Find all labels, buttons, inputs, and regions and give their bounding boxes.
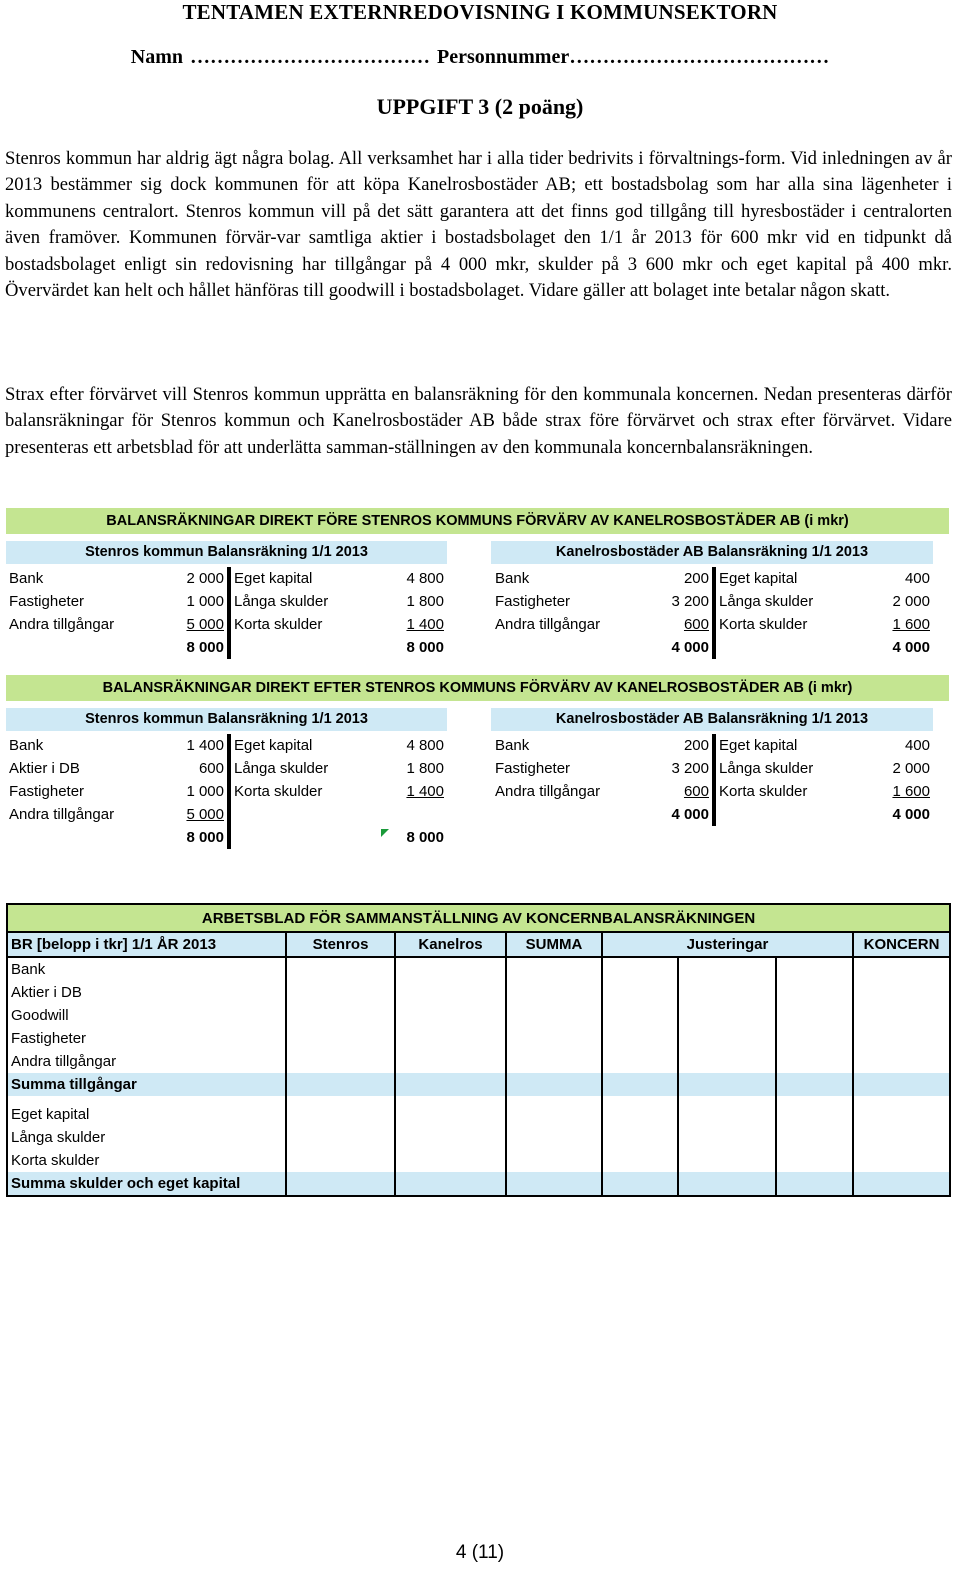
worksheet-row-label: Långa skulder bbox=[11, 1129, 106, 1146]
asset-value: 1 400 bbox=[136, 734, 229, 757]
worksheet-total-row bbox=[7, 1073, 950, 1096]
document-title: TENTAMEN EXTERNREDOVISNING I KOMMUNSEKTORN bbox=[182, 0, 778, 24]
worksheet-title: ARBETSBLAD FÖR SAMMANSTÄLLNING AV KONCERNBALANSRÄKNINGEN bbox=[7, 904, 950, 932]
worksheet-input-cell[interactable] bbox=[395, 1073, 506, 1096]
worksheet-input-cell[interactable] bbox=[678, 1103, 776, 1126]
worksheet-input-cell[interactable] bbox=[602, 1050, 678, 1073]
worksheet-input-cell[interactable] bbox=[853, 981, 950, 1004]
asset-value: 1 000 bbox=[136, 780, 229, 803]
worksheet-input-cell[interactable] bbox=[853, 1073, 950, 1096]
asset-value: 600 bbox=[622, 613, 714, 636]
worksheet-input-cell[interactable] bbox=[602, 1027, 678, 1050]
worksheet-input-cell[interactable] bbox=[853, 1172, 950, 1196]
liability-label: Eget kapital bbox=[234, 570, 313, 587]
asset-value: 200 bbox=[622, 567, 714, 590]
after-acquisition-title: BALANSRÄKNINGAR DIREKT EFTER STENROS KOMMUNS FÖRVÄRV AV KANELROSBOSTÄDER AB (i mkr) bbox=[6, 675, 949, 701]
worksheet-input-cell[interactable] bbox=[602, 1172, 678, 1196]
asset-label: Fastigheter bbox=[495, 593, 571, 610]
worksheet-input-cell[interactable] bbox=[776, 981, 853, 1004]
worksheet-row bbox=[7, 1004, 950, 1027]
worksheet-row-label: Andra tillgångar bbox=[11, 1053, 117, 1070]
worksheet-input-cell[interactable] bbox=[853, 1050, 950, 1073]
worksheet-input-cell[interactable] bbox=[395, 981, 506, 1004]
liability-value: 2 000 bbox=[892, 593, 930, 610]
liability-label: Eget kapital bbox=[719, 737, 798, 754]
worksheet-input-cell[interactable] bbox=[395, 1149, 506, 1172]
worksheet-input-cell[interactable] bbox=[776, 1126, 853, 1149]
worksheet-input-cell[interactable] bbox=[506, 981, 602, 1004]
asset-value: 5 000 bbox=[136, 803, 229, 826]
name-and-id-line: Namn ……………………………… Personnummer………………………………… bbox=[130, 46, 830, 68]
worksheet-row-label: Goodwill bbox=[11, 1007, 69, 1024]
worksheet-row-label: Korta skulder bbox=[11, 1152, 100, 1169]
worksheet-row bbox=[7, 981, 950, 1004]
asset-label: Andra tillgångar bbox=[9, 616, 115, 633]
worksheet-input-cell[interactable] bbox=[853, 1149, 950, 1172]
asset-label: Fastigheter bbox=[9, 593, 85, 610]
worksheet-input-cell[interactable] bbox=[776, 1103, 853, 1126]
liability-value bbox=[393, 803, 447, 826]
liability-label: Långa skulder bbox=[234, 760, 329, 777]
worksheet-input-cell[interactable] bbox=[602, 1073, 678, 1096]
liability-label: Korta skulder bbox=[719, 783, 808, 800]
liability-value: 4 800 bbox=[406, 737, 444, 754]
worksheet-spacer-cell bbox=[602, 1096, 678, 1103]
after-kanelros-heading: Kanelrosbostäder AB Balansräkning 1/1 2013 bbox=[491, 708, 933, 731]
worksheet-row-label: Summa skulder och eget kapital bbox=[7, 1172, 286, 1196]
worksheet-input-cell[interactable] bbox=[395, 1126, 506, 1149]
balance-row bbox=[492, 590, 933, 613]
liability-value: 4 800 bbox=[406, 570, 444, 587]
total-assets: 8 000 bbox=[136, 826, 229, 849]
after-stenros-heading: Stenros kommun Balansräkning 1/1 2013 bbox=[6, 708, 447, 731]
worksheet-row-label: Eget kapital bbox=[11, 1106, 90, 1123]
liability-value: 1 400 bbox=[406, 783, 444, 800]
worksheet-input-cell[interactable] bbox=[678, 1027, 776, 1050]
liability-value: 1 600 bbox=[892, 616, 930, 633]
worksheet-spacer-cell bbox=[853, 1096, 950, 1103]
asset-value: 2 000 bbox=[136, 567, 229, 590]
liability-value: 1 800 bbox=[406, 760, 444, 777]
liability-value: 2 000 bbox=[892, 760, 930, 777]
worksheet-input-cell[interactable] bbox=[776, 957, 853, 981]
worksheet-input-cell[interactable] bbox=[286, 1027, 395, 1050]
worksheet-input-cell[interactable] bbox=[395, 1027, 506, 1050]
worksheet-input-cell[interactable] bbox=[286, 1004, 395, 1027]
worksheet-input-cell[interactable] bbox=[678, 1172, 776, 1196]
asset-label: Bank bbox=[495, 737, 530, 754]
worksheet-input-cell[interactable] bbox=[678, 981, 776, 1004]
worksheet-input-cell[interactable] bbox=[678, 957, 776, 981]
balance-row bbox=[492, 567, 933, 590]
blank-cell bbox=[714, 636, 873, 659]
liability-label: Långa skulder bbox=[719, 760, 814, 777]
asset-label: Aktier i DB bbox=[9, 760, 80, 777]
worksheet-input-cell[interactable] bbox=[853, 1126, 950, 1149]
liability-label: Långa skulder bbox=[234, 593, 329, 610]
asset-label: Bank bbox=[495, 570, 530, 587]
worksheet-input-cell[interactable] bbox=[395, 1050, 506, 1073]
balance-total-row bbox=[492, 636, 933, 659]
worksheet-input-cell[interactable] bbox=[678, 1126, 776, 1149]
worksheet-spacer-cell bbox=[395, 1096, 506, 1103]
total-liabilities: 4 000 bbox=[892, 806, 930, 823]
worksheet-row-label: Bank bbox=[11, 961, 46, 978]
worksheet-input-cell[interactable] bbox=[602, 1149, 678, 1172]
asset-value: 3 200 bbox=[622, 757, 714, 780]
worksheet-input-cell[interactable] bbox=[286, 1073, 395, 1096]
liability-label: Långa skulder bbox=[719, 593, 814, 610]
balance-row bbox=[6, 567, 447, 590]
worksheet-input-cell[interactable] bbox=[776, 1172, 853, 1196]
balance-row bbox=[6, 757, 447, 780]
worksheet-input-cell[interactable] bbox=[602, 957, 678, 981]
worksheet-row bbox=[7, 1027, 950, 1050]
blank-cell bbox=[6, 636, 136, 659]
balance-row bbox=[6, 590, 447, 613]
worksheet-column-header: Kanelros bbox=[395, 932, 506, 957]
worksheet-input-cell[interactable] bbox=[776, 1004, 853, 1027]
worksheet-input-cell[interactable] bbox=[506, 1126, 602, 1149]
worksheet-row bbox=[7, 1149, 950, 1172]
total-assets: 4 000 bbox=[622, 803, 714, 826]
worksheet-input-cell[interactable] bbox=[776, 1050, 853, 1073]
page-number: 4 (11) bbox=[455, 1542, 505, 1563]
worksheet-input-cell[interactable] bbox=[506, 1149, 602, 1172]
worksheet-spacer-cell bbox=[506, 1096, 602, 1103]
liability-value: 1 800 bbox=[406, 593, 444, 610]
blank-cell bbox=[492, 803, 622, 826]
worksheet-row-label: Summa tillgångar bbox=[7, 1073, 286, 1096]
total-liabilities: 8 000 bbox=[406, 639, 444, 656]
worksheet-input-cell[interactable] bbox=[286, 1126, 395, 1149]
asset-label: Fastigheter bbox=[9, 783, 85, 800]
worksheet-input-cell[interactable] bbox=[395, 1103, 506, 1126]
worksheet-row-label: Fastigheter bbox=[11, 1030, 87, 1047]
liability-label bbox=[229, 803, 393, 826]
balance-row bbox=[6, 803, 447, 826]
before-acquisition-title: BALANSRÄKNINGAR DIREKT FÖRE STENROS KOMMUNS FÖRVÄRV AV KANELROSBOSTÄDER AB (i mkr) bbox=[6, 508, 949, 534]
worksheet-input-cell[interactable] bbox=[853, 1027, 950, 1050]
worksheet-input-cell[interactable] bbox=[602, 1103, 678, 1126]
balance-row bbox=[492, 780, 933, 803]
worksheet-header-row bbox=[7, 932, 950, 957]
worksheet-input-cell[interactable] bbox=[678, 1050, 776, 1073]
asset-label: Andra tillgångar bbox=[495, 616, 601, 633]
worksheet-input-cell[interactable] bbox=[853, 1103, 950, 1126]
worksheet-input-cell[interactable] bbox=[506, 1050, 602, 1073]
worksheet-input-cell[interactable] bbox=[776, 1149, 853, 1172]
worksheet-input-cell[interactable] bbox=[286, 1103, 395, 1126]
consolidation-worksheet bbox=[6, 903, 951, 1197]
balance-total-row bbox=[6, 636, 447, 659]
worksheet-input-cell[interactable] bbox=[286, 981, 395, 1004]
worksheet-column-header: Justeringar bbox=[602, 932, 853, 957]
assignment-title: UPPGIFT 3 (2 poäng) bbox=[376, 94, 584, 119]
worksheet-row bbox=[7, 1103, 950, 1126]
liability-label: Korta skulder bbox=[719, 616, 808, 633]
worksheet-input-cell[interactable] bbox=[506, 1027, 602, 1050]
worksheet-input-cell[interactable] bbox=[395, 1004, 506, 1027]
instruction-paragraph: Strax efter förvärvet vill Stenros kommun upprätta en balansräkning för den kommunala koncernen. Nedan presenteras därför balansräkningar för Stenros kommun och Kanelrosbostäder AB både strax före förvärvet och strax efter förvärvet. Vidare presenteras ett arbetsblad för att underlätta samman-ställningen av den kommunala koncernbalansräkningen. bbox=[5, 384, 952, 458]
worksheet-input-cell[interactable] bbox=[678, 1149, 776, 1172]
worksheet-input-cell[interactable] bbox=[506, 1073, 602, 1096]
worksheet-input-cell[interactable] bbox=[286, 1172, 395, 1196]
worksheet-row bbox=[7, 957, 950, 981]
before-stenros-heading: Stenros kommun Balansräkning 1/1 2013 bbox=[6, 541, 447, 564]
worksheet-input-cell[interactable] bbox=[776, 1073, 853, 1096]
worksheet-input-cell[interactable] bbox=[602, 1126, 678, 1149]
asset-value: 600 bbox=[622, 780, 714, 803]
blank-cell bbox=[6, 826, 136, 849]
total-liabilities: 4 000 bbox=[892, 639, 930, 656]
balance-row bbox=[492, 734, 933, 757]
worksheet-input-cell[interactable] bbox=[602, 981, 678, 1004]
worksheet-spacer-cell bbox=[776, 1096, 853, 1103]
worksheet-spacer-cell bbox=[7, 1096, 286, 1103]
asset-value: 1 000 bbox=[136, 590, 229, 613]
worksheet-input-cell[interactable] bbox=[853, 1004, 950, 1027]
asset-value: 5 000 bbox=[136, 613, 229, 636]
worksheet-input-cell[interactable] bbox=[602, 1004, 678, 1027]
cell-comment-marker bbox=[381, 829, 389, 837]
liability-label: Eget kapital bbox=[719, 570, 798, 587]
worksheet-column-header: Stenros bbox=[286, 932, 395, 957]
asset-value: 200 bbox=[622, 734, 714, 757]
worksheet-input-cell[interactable] bbox=[776, 1027, 853, 1050]
asset-label: Bank bbox=[9, 570, 44, 587]
worksheet-input-cell[interactable] bbox=[678, 1004, 776, 1027]
balance-row bbox=[6, 613, 447, 636]
before-kanelros-heading: Kanelrosbostäder AB Balansräkning 1/1 2013 bbox=[491, 541, 933, 564]
worksheet-row-label: Aktier i DB bbox=[11, 984, 82, 1001]
worksheet-column-header: SUMMA bbox=[506, 932, 602, 957]
balance-row bbox=[6, 780, 447, 803]
worksheet-input-cell[interactable] bbox=[286, 1050, 395, 1073]
asset-value: 3 200 bbox=[622, 590, 714, 613]
liability-value: 400 bbox=[904, 570, 930, 587]
worksheet-input-cell[interactable] bbox=[506, 957, 602, 981]
after-kanelros-balance-sheet bbox=[492, 734, 933, 826]
blank-cell bbox=[492, 636, 622, 659]
asset-value: 600 bbox=[136, 757, 229, 780]
balance-row bbox=[492, 613, 933, 636]
asset-label: Fastigheter bbox=[495, 760, 571, 777]
asset-label: Bank bbox=[9, 737, 44, 754]
before-kanelros-balance-sheet bbox=[492, 567, 933, 659]
worksheet-input-cell[interactable] bbox=[678, 1073, 776, 1096]
worksheet-input-cell[interactable] bbox=[853, 957, 950, 981]
balance-row bbox=[492, 757, 933, 780]
balance-total-row bbox=[492, 803, 933, 826]
worksheet-input-cell[interactable] bbox=[395, 1172, 506, 1196]
before-stenros-balance-sheet bbox=[6, 567, 447, 659]
worksheet-spacer-row bbox=[7, 1096, 950, 1103]
liability-label: Eget kapital bbox=[234, 737, 313, 754]
intro-paragraph: Stenros kommun har aldrig ägt några bolag. All verksamhet har i alla tider bedrivits i förvaltnings-form. Vid inledningen av år 2013 bestämmer sig dock kommunen för att köpa Kanelrosbostäder AB; ett bostadsbolag som har alla sina lägenheter i kommunens centralort. Stenros kommun vill på det sätt garantera att det finns god tillgång till hyresbostäder i centralorten även framöver. Kommunen förvär-var samtliga aktier i bostadsbolaget den 1/1 år 2013 för 600 mkr vid en tidpunkt då bostadsbolaget enligt sin redovisning har tillgångar på 4 000 mkr, skulder på 3 600 mkr och eget kapital på 400 mkr. Övervärdet kan helt och hållet hänföras till goodwill i bostadsbolaget. Vidare gäller att bolaget inte betalar någon skatt. bbox=[5, 148, 952, 302]
worksheet-spacer-cell bbox=[678, 1096, 776, 1103]
liability-value: 1 600 bbox=[892, 783, 930, 800]
worksheet-input-cell[interactable] bbox=[395, 957, 506, 981]
worksheet-input-cell[interactable] bbox=[286, 957, 395, 981]
total-assets: 8 000 bbox=[136, 636, 229, 659]
liability-label: Korta skulder bbox=[234, 616, 323, 633]
worksheet-column-header: BR [belopp i tkr] 1/1 ÅR 2013 bbox=[7, 932, 286, 957]
worksheet-spacer-cell bbox=[286, 1096, 395, 1103]
blank-cell bbox=[229, 826, 393, 849]
worksheet-total-row bbox=[7, 1172, 950, 1196]
total-assets: 4 000 bbox=[622, 636, 714, 659]
balance-row bbox=[6, 734, 447, 757]
liability-label: Korta skulder bbox=[234, 783, 323, 800]
liability-value: 400 bbox=[904, 737, 930, 754]
worksheet-input-cell[interactable] bbox=[506, 1004, 602, 1027]
worksheet-row bbox=[7, 1050, 950, 1073]
liability-value: 1 400 bbox=[406, 616, 444, 633]
blank-cell bbox=[714, 803, 873, 826]
worksheet-input-cell[interactable] bbox=[506, 1172, 602, 1196]
worksheet-input-cell[interactable] bbox=[286, 1149, 395, 1172]
worksheet-input-cell[interactable] bbox=[506, 1103, 602, 1126]
asset-label: Andra tillgångar bbox=[495, 783, 601, 800]
total-liabilities: 8 000 bbox=[406, 829, 444, 846]
worksheet-row bbox=[7, 1126, 950, 1149]
worksheet-column-header: KONCERN bbox=[853, 932, 950, 957]
asset-label: Andra tillgångar bbox=[9, 806, 115, 823]
blank-cell bbox=[229, 636, 393, 659]
